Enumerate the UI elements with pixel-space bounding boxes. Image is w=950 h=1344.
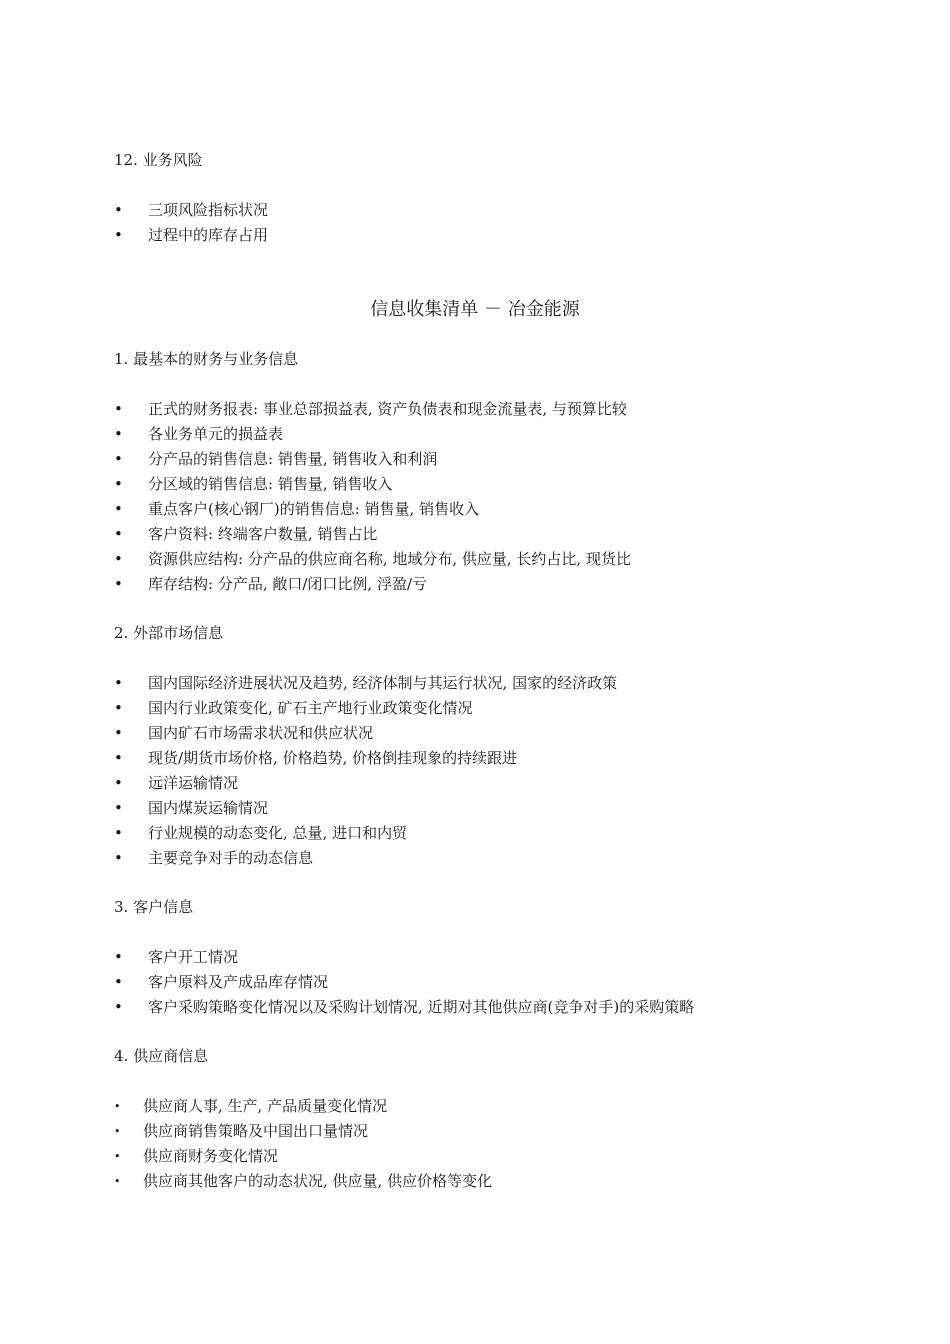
- bullet-icon: •: [114, 226, 123, 244]
- bullet-icon: •: [114, 500, 123, 518]
- bullet-icon: •: [114, 1100, 121, 1113]
- bullet-icon: •: [114, 525, 123, 543]
- bullet-icon: •: [114, 799, 123, 817]
- bullet-icon: •: [114, 724, 123, 742]
- document-title: 信息收集清单 － 冶金能源: [370, 299, 580, 320]
- bullet-icon: •: [114, 550, 123, 568]
- bullet-icon: •: [114, 973, 123, 991]
- bullet-icon: •: [114, 824, 123, 842]
- bullet-icon: •: [114, 425, 123, 443]
- bullet-icon: •: [114, 400, 123, 418]
- bullet-icon: •: [114, 948, 123, 966]
- bullet-icon: •: [114, 1150, 121, 1163]
- bullet-icon: •: [114, 1125, 121, 1138]
- bullet-icon: •: [114, 575, 123, 593]
- bullet-icon: •: [114, 774, 123, 792]
- section-2-heading: 2. 外部市场信息: [114, 624, 224, 642]
- section-3-heading: 3. 客户信息: [114, 898, 194, 916]
- section-12-heading: 12. 业务风险: [114, 151, 203, 169]
- bullet-icon: •: [114, 201, 123, 219]
- bullet-icon: •: [114, 749, 123, 767]
- bullet-icon: •: [114, 998, 123, 1016]
- bullet-icon: •: [114, 1175, 121, 1188]
- bullet-icon: •: [114, 699, 123, 717]
- bullet-icon: •: [114, 450, 123, 468]
- document-page: 12. 业务风险 • 三项风险指标状况 • 过程中的库存占用 信息收集清单 － 冶金能源 1. 最基本的财务与业务信息 • 正式的财务报表: 事业总部损益表, 资产负债表和现金流量表, 与预算比较 • 各业务单元的损益表 • 分产品的销售信息: 销售量, 销售收入和利润 • 分区域的销售信息: 销售量, 销售收入 • 重点客户(核心钢厂)的销售信息: 销售量, 销售收入 • 客户资料: 终端客户数量, 销售占比 • 资源供应结构: 分产品的供应商名称, 地域分布, 供应量, 长约占比, 现货比 • 库存结构: 分产品, 敞口/闭口比例, 浮盈/亏 2. 外部市场信息 • 国内国际经济进展状况及趋势, 经济体制与其运行状况, 国家的经济政策 • 国内行业政策变化, 矿石主产地行业政策变化情况 • 国内矿石市场需求状况和供应状况 • 现货/期货市场价格, 价格趋势, 价格倒挂现象的持续跟进 • 远洋运输情况 • 国内煤炭运输情况 • 行业规模的动态变化, 总量, 进口和内贸 • 主要竞争对手的动态信息 3. 客户信息 • 客户开工情况 • 客户原料及产成品库存情况 • 客户采购策略变化情况以及采购计划情况, 近期对其他供应商(竞争对手)的采购策略 4. 供应商信息 • 供应商人事, 生产, 产品质量变化情况 • 供应商销售策略及中国出口量情况 • 供应商财务变化情况 • 供应商其他客户的动态状况, 供应量, 供应价格等变化: [0, 0, 950, 1344]
- bullet-icon: •: [114, 849, 123, 867]
- section-4-heading: 4. 供应商信息: [114, 1047, 209, 1065]
- bullet-icon: •: [114, 475, 123, 493]
- section-1-heading: 1. 最基本的财务与业务信息: [114, 350, 299, 368]
- bullet-icon: •: [114, 674, 123, 692]
